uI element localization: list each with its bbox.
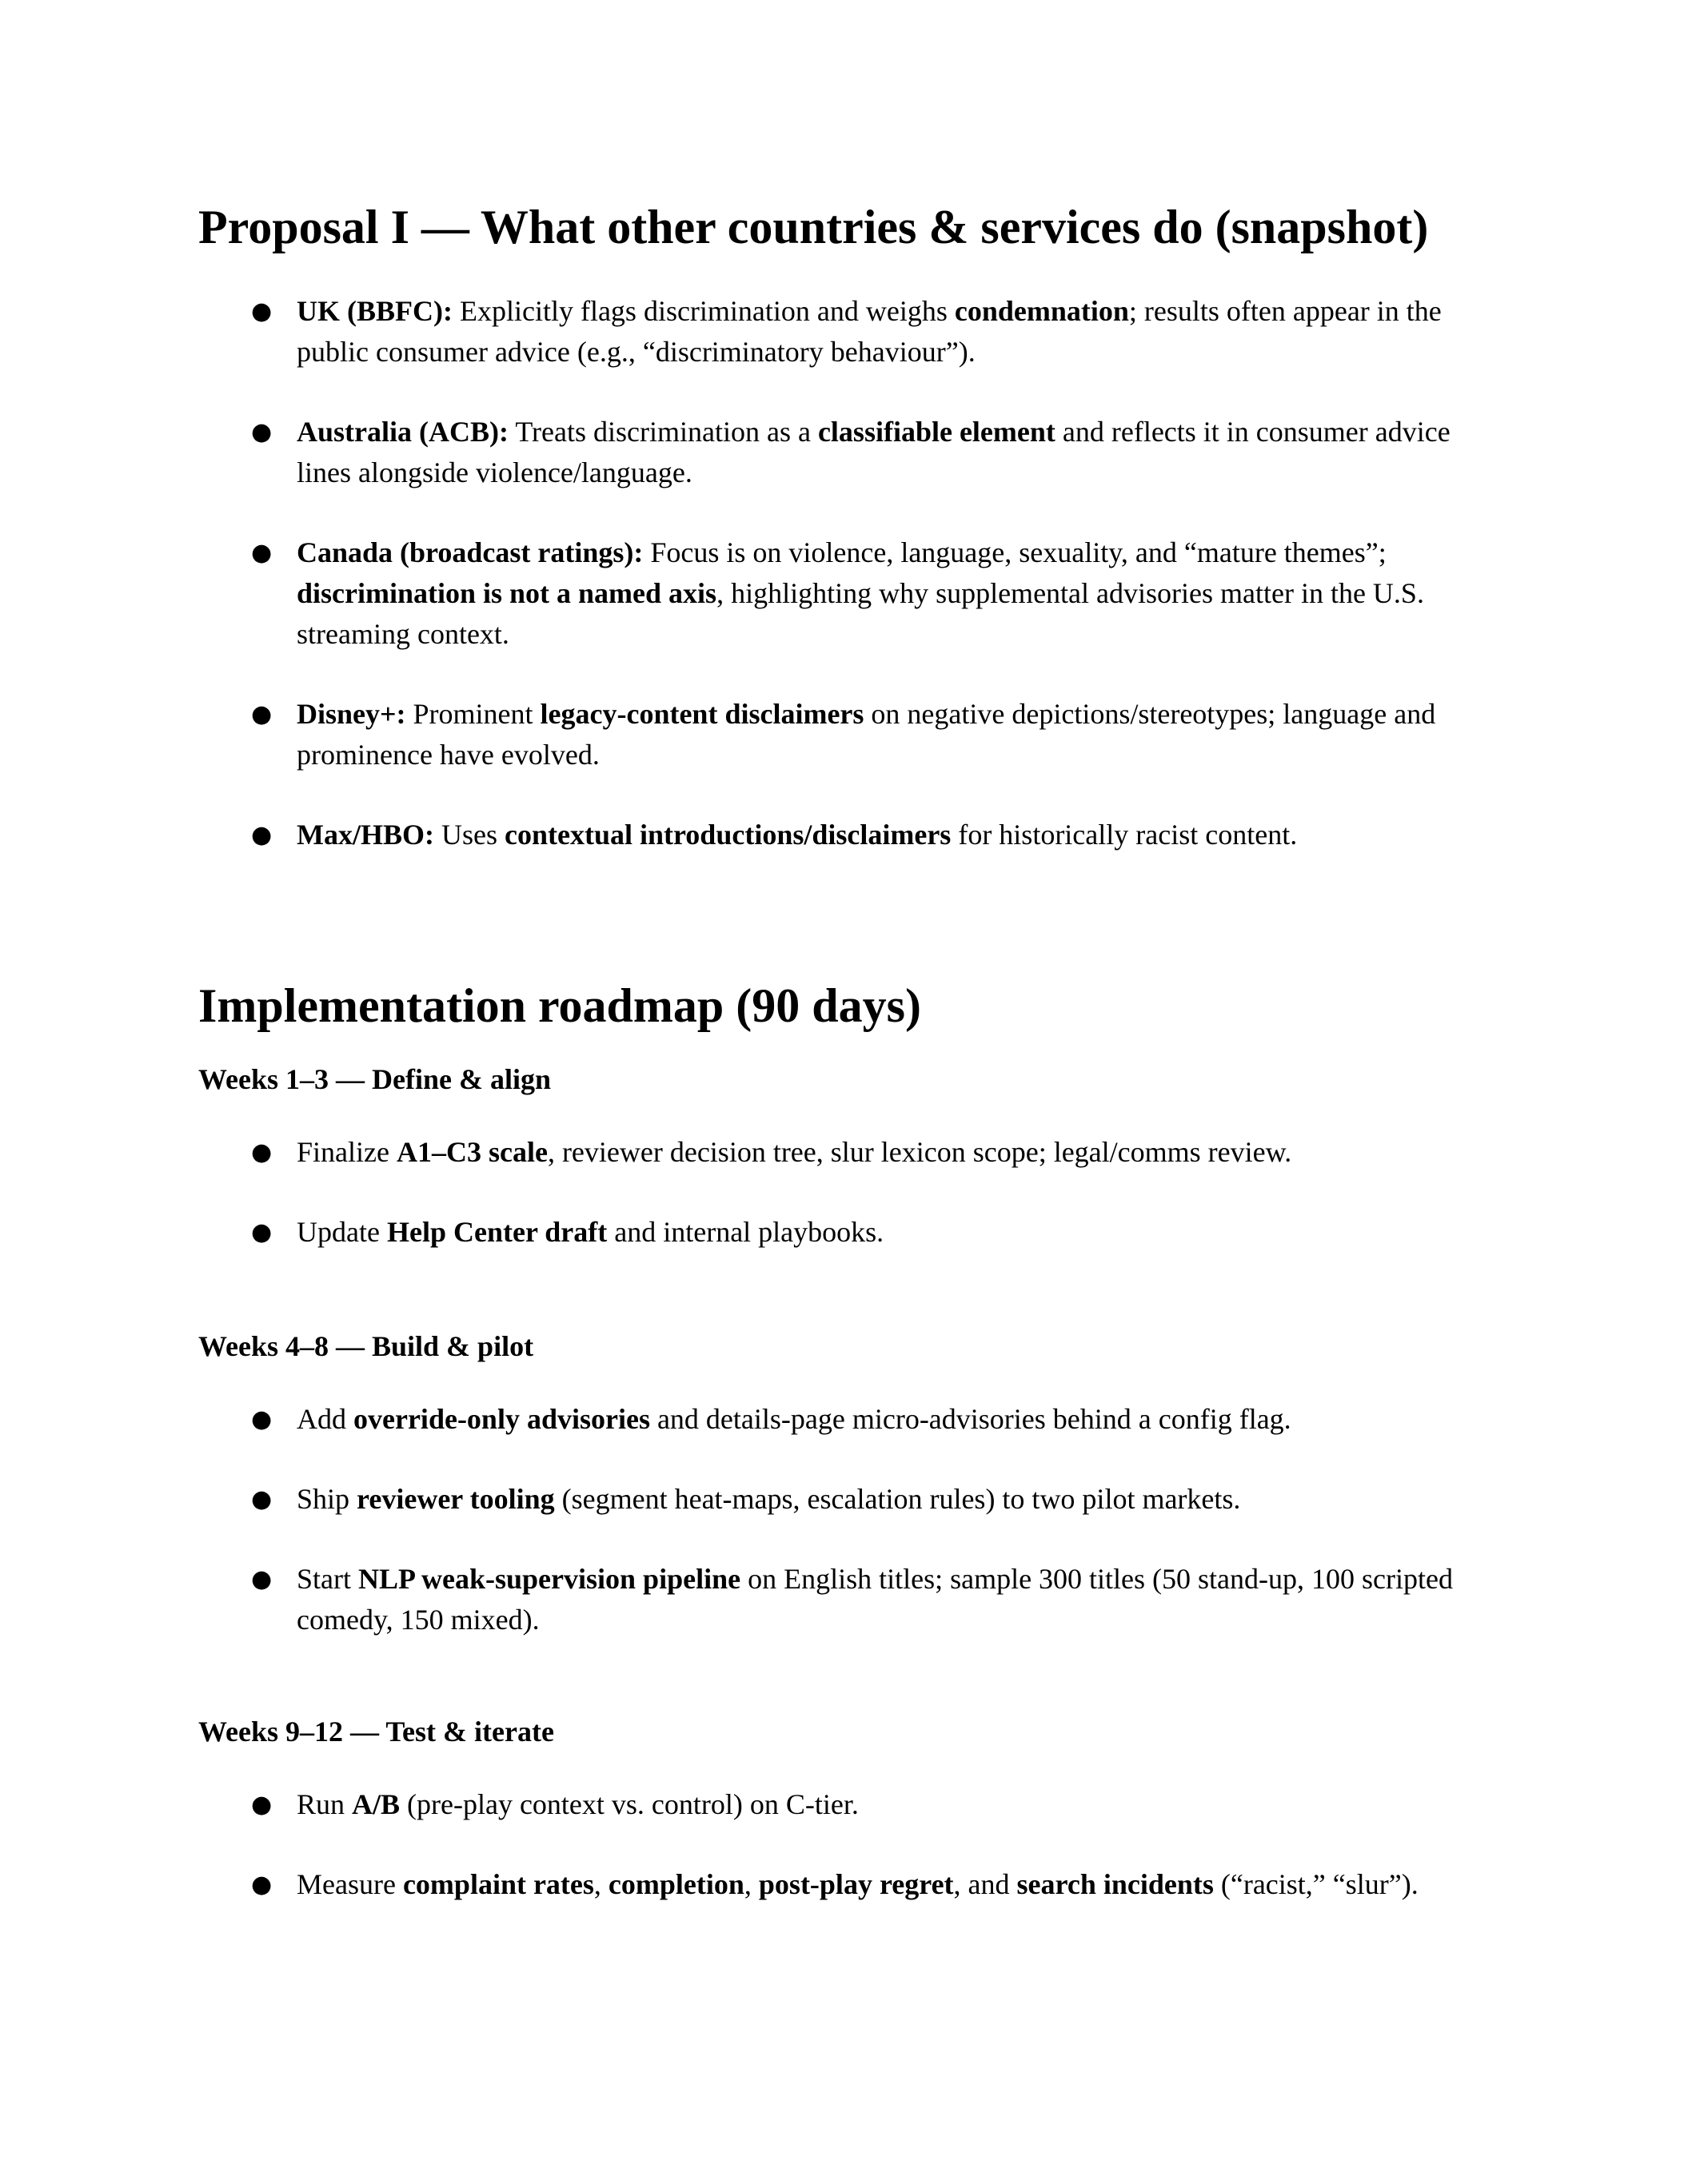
list-item [198, 1479, 1494, 1520]
text-run: , [744, 1868, 759, 1900]
text-run: on negative depictions/stereotypes; language and prominence have evolved. [297, 698, 1436, 771]
bold-text: Disney+: [297, 698, 406, 730]
text-run: Ship [297, 1483, 357, 1515]
text-run: and reflects it in consumer advice lines alongside violence/language. [297, 416, 1451, 488]
text-run: Finalize [297, 1136, 397, 1168]
list-item [198, 1864, 1494, 1905]
bullet-icon: ● [251, 821, 273, 849]
section-title-implementation-roadmap: Implementation roadmap (90 days) [198, 979, 921, 1032]
list-item [198, 694, 1494, 775]
bold-text: contextual introductions/disclaimers [504, 819, 952, 851]
text-run: and details-page micro-advisories behind a config flag. [649, 1403, 1291, 1435]
roadmap-phase-heading: Weeks 4–8 — Build & pilot [198, 1330, 534, 1362]
text-run: (segment heat-maps, escalation rules) to two pilot markets. [554, 1483, 1241, 1515]
bold-text: post-play regret [758, 1868, 954, 1900]
bold-text: condemnation [954, 295, 1129, 327]
bold-text: A/B [352, 1788, 401, 1820]
bold-text: search incidents [1016, 1868, 1214, 1900]
bold-text: Max/HBO: [297, 819, 434, 851]
bold-text: Help Center draft [386, 1216, 608, 1248]
roadmap-phase-heading: Weeks 9–12 — Test & iterate [198, 1716, 554, 1748]
list-item [198, 815, 1494, 855]
bullet-icon: ● [251, 418, 273, 446]
text-run: Explicitly flags discrimination and weighs [452, 295, 955, 327]
bold-text: Canada (broadcast ratings): [297, 536, 644, 568]
bullet-icon: ● [251, 1218, 273, 1246]
text-run: , reviewer decision tree, slur lexicon scope; legal/comms review. [547, 1136, 1292, 1168]
bold-text: UK (BBFC): [297, 295, 453, 327]
text-run: Measure [297, 1868, 403, 1900]
phase-1-list [198, 1132, 1494, 1253]
text-run: for historically racist content. [951, 819, 1298, 851]
bullet-icon: ● [251, 700, 273, 728]
text-run: (pre-play context vs. control) on C-tier. [400, 1788, 859, 1820]
text-run: Uses [433, 819, 505, 851]
text-run: and internal playbooks. [607, 1216, 884, 1248]
bullet-icon: ● [251, 1405, 273, 1433]
text-run: Start [297, 1563, 358, 1595]
text-run: , highlighting why supplemental advisories matter in the U.S. streaming context. [297, 577, 1424, 650]
bullet-icon: ● [251, 1791, 273, 1819]
roadmap-phase-heading: Weeks 1–3 — Define & align [198, 1063, 551, 1095]
list-item [198, 1212, 1494, 1253]
phase-2-list [198, 1399, 1494, 1640]
text-run: Focus is on violence, language, sexuality, and “mature themes”; [643, 536, 1387, 568]
list-item [198, 412, 1494, 493]
list-item [198, 1559, 1494, 1640]
list-item [198, 532, 1494, 655]
text-run: on English titles; sample 300 titles (50 stand-up, 100 scripted comedy, 150 mixed). [297, 1563, 1453, 1636]
text-run: ; results often appear in the public consumer advice (e.g., “discriminatory behaviour”). [297, 295, 1442, 368]
text-run: , [593, 1868, 609, 1900]
bullet-icon: ● [251, 297, 273, 325]
bold-text: A1–C3 scale [396, 1136, 548, 1168]
text-run: Treats discrimination as a [508, 416, 818, 448]
countries-services-list [198, 291, 1494, 855]
phase-3-list [198, 1784, 1494, 1905]
bold-text: complaint rates [402, 1868, 594, 1900]
bullet-icon: ● [251, 1871, 273, 1899]
bold-text: discrimination is not a named axis [297, 577, 717, 609]
text-run: Run [297, 1788, 353, 1820]
bold-text: legacy-content disclaimers [540, 698, 864, 730]
bullet-icon: ● [251, 1565, 273, 1593]
text-run: (“racist,” “slur”). [1213, 1868, 1419, 1900]
bold-text: completion [608, 1868, 744, 1900]
section-title-proposal-i: Proposal I — What other countries & services do (snapshot) [198, 201, 1429, 253]
bold-text: Australia (ACB): [297, 416, 509, 448]
list-item [198, 1399, 1494, 1440]
bullet-icon: ● [251, 539, 273, 567]
bullet-icon: ● [251, 1485, 273, 1513]
text-run: Update [297, 1216, 387, 1248]
text-run: Prominent [405, 698, 541, 730]
list-item [198, 1132, 1494, 1173]
bold-text: NLP weak-supervision pipeline [358, 1563, 741, 1595]
text-run: Add [297, 1403, 353, 1435]
text-run: , and [953, 1868, 1017, 1900]
list-item [198, 1784, 1494, 1825]
list-item [198, 291, 1494, 373]
bold-text: override-only advisories [353, 1403, 650, 1435]
bullet-icon: ● [251, 1138, 273, 1166]
bold-text: reviewer tooling [357, 1483, 555, 1515]
bold-text: classifiable element [817, 416, 1055, 448]
